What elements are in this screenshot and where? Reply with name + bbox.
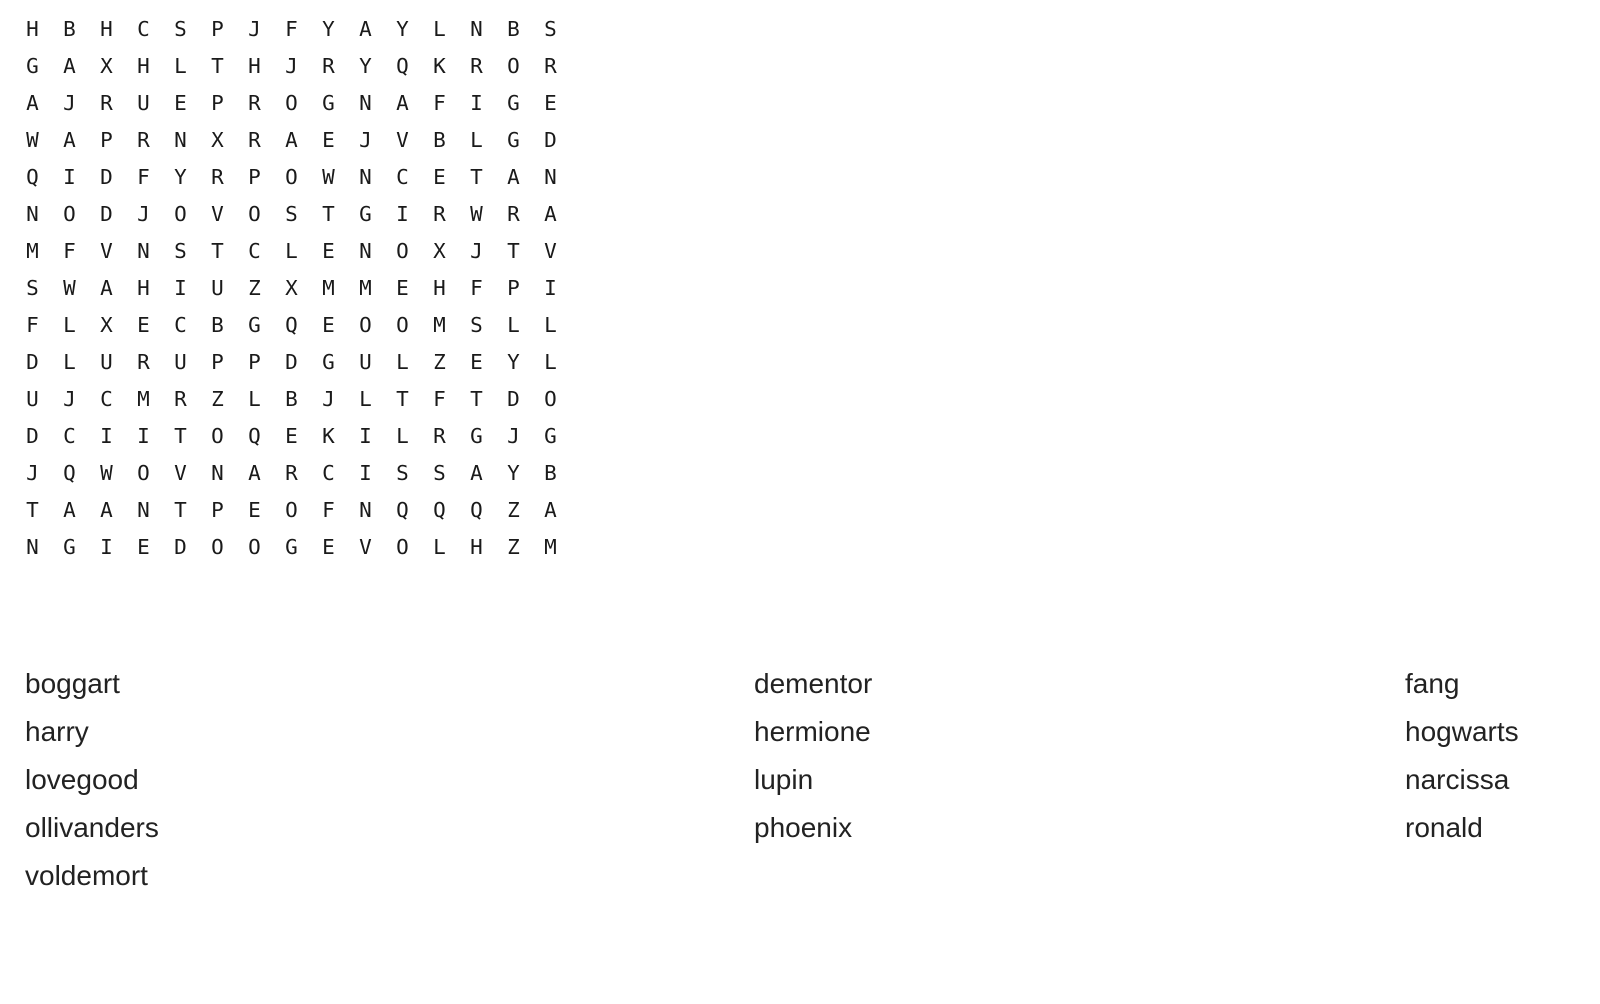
grid-letter: F bbox=[433, 90, 446, 115]
grid-letter: O bbox=[396, 534, 409, 559]
grid-letter: E bbox=[248, 497, 261, 522]
grid-letter: J bbox=[26, 460, 39, 485]
grid-letter: D bbox=[544, 127, 557, 152]
grid-letter: F bbox=[137, 164, 150, 189]
grid-letter: I bbox=[100, 534, 113, 559]
grid-letter: I bbox=[544, 275, 557, 300]
grid-letter: R bbox=[470, 53, 483, 78]
grid-letter: J bbox=[248, 16, 261, 41]
grid-letter: O bbox=[248, 201, 261, 226]
grid-letter: L bbox=[470, 127, 483, 152]
grid-letter: S bbox=[174, 238, 187, 263]
grid-letter: J bbox=[359, 127, 372, 152]
grid-letter: T bbox=[211, 238, 224, 263]
grid-letter: A bbox=[63, 53, 76, 78]
grid-letter: B bbox=[433, 127, 446, 152]
grid-letter: B bbox=[211, 312, 224, 337]
grid-letter: S bbox=[174, 16, 187, 41]
grid-letter: O bbox=[544, 386, 557, 411]
grid-letter: T bbox=[470, 386, 483, 411]
grid-letter: E bbox=[322, 127, 335, 152]
grid-letter: O bbox=[285, 164, 298, 189]
grid-letter: O bbox=[285, 90, 298, 115]
grid-letter: R bbox=[433, 201, 446, 226]
grid-letter: V bbox=[359, 534, 372, 559]
grid-letter: H bbox=[470, 534, 483, 559]
grid-letter: R bbox=[248, 90, 261, 115]
grid-letter: J bbox=[63, 90, 76, 115]
grid-letter: L bbox=[174, 53, 187, 78]
grid-letter: G bbox=[248, 312, 261, 337]
grid-letter: D bbox=[26, 349, 39, 374]
grid-letter: J bbox=[322, 386, 335, 411]
grid-letter: O bbox=[248, 534, 261, 559]
grid-letter: L bbox=[544, 312, 557, 337]
grid-letter: U bbox=[137, 90, 150, 115]
grid-letter: Q bbox=[63, 460, 76, 485]
grid-letter: D bbox=[174, 534, 187, 559]
grid-letter: R bbox=[433, 423, 446, 448]
grid-letter: A bbox=[248, 460, 261, 485]
grid-letter: A bbox=[285, 127, 298, 152]
grid-letter: G bbox=[359, 201, 372, 226]
grid-letter: U bbox=[359, 349, 372, 374]
grid-letter: F bbox=[470, 275, 483, 300]
grid-letter: L bbox=[396, 349, 409, 374]
grid-letter: J bbox=[470, 238, 483, 263]
grid-letter: I bbox=[63, 164, 76, 189]
grid-letter: Z bbox=[507, 497, 520, 522]
grid-letter: T bbox=[322, 201, 335, 226]
grid-letter: Y bbox=[507, 460, 520, 485]
grid-letter: X bbox=[433, 238, 446, 263]
grid-letter: M bbox=[322, 275, 335, 300]
grid-letter: P bbox=[211, 497, 224, 522]
grid-letter: A bbox=[507, 164, 520, 189]
grid-letter: N bbox=[359, 238, 372, 263]
grid-letter: N bbox=[137, 238, 150, 263]
grid-letter: N bbox=[359, 90, 372, 115]
word-list-item: voldemort bbox=[25, 860, 148, 891]
grid-letter: V bbox=[544, 238, 557, 263]
grid-letter: U bbox=[211, 275, 224, 300]
grid-letter: M bbox=[359, 275, 372, 300]
grid-letter: X bbox=[100, 312, 113, 337]
grid-letter: E bbox=[433, 164, 446, 189]
grid-letter: I bbox=[396, 201, 409, 226]
word-list-item: boggart bbox=[25, 668, 120, 699]
grid-letter: Y bbox=[174, 164, 187, 189]
grid-letter: Q bbox=[396, 53, 409, 78]
grid-letter: D bbox=[507, 386, 520, 411]
grid-letter: A bbox=[359, 16, 372, 41]
grid-letter: C bbox=[63, 423, 76, 448]
word-list-item: hermione bbox=[754, 716, 871, 747]
grid-letter: L bbox=[396, 423, 409, 448]
grid-letter: A bbox=[100, 275, 113, 300]
word-column-1 bbox=[25, 660, 159, 900]
grid-letter: B bbox=[285, 386, 298, 411]
grid-letter: Q bbox=[433, 497, 446, 522]
grid-letter: A bbox=[100, 497, 113, 522]
grid-letter: O bbox=[359, 312, 372, 337]
grid-letter: B bbox=[544, 460, 557, 485]
word-list-item: harry bbox=[25, 716, 89, 747]
grid-letter: W bbox=[100, 460, 113, 485]
grid-letter: T bbox=[396, 386, 409, 411]
grid-letter: W bbox=[63, 275, 76, 300]
grid-letter: I bbox=[359, 460, 372, 485]
grid-letter: L bbox=[359, 386, 372, 411]
grid-letter: J bbox=[285, 53, 298, 78]
grid-letter: T bbox=[174, 497, 187, 522]
grid-letter: G bbox=[285, 534, 298, 559]
grid-letter: I bbox=[470, 90, 483, 115]
grid-letter: U bbox=[174, 349, 187, 374]
grid-letter: P bbox=[211, 349, 224, 374]
grid-letter: G bbox=[26, 53, 39, 78]
grid-letter: B bbox=[63, 16, 76, 41]
grid-letter: X bbox=[100, 53, 113, 78]
grid-letter: S bbox=[544, 16, 557, 41]
grid-letter: V bbox=[396, 127, 409, 152]
grid-letter: R bbox=[137, 349, 150, 374]
grid-letter: C bbox=[137, 16, 150, 41]
grid-letter: D bbox=[100, 164, 113, 189]
grid-letter: X bbox=[211, 127, 224, 152]
grid-letter: C bbox=[322, 460, 335, 485]
grid-letter: R bbox=[137, 127, 150, 152]
grid-letter: H bbox=[100, 16, 113, 41]
grid-letter: S bbox=[470, 312, 483, 337]
grid-letter: F bbox=[285, 16, 298, 41]
grid-letter: L bbox=[63, 312, 76, 337]
grid-letter: N bbox=[359, 164, 372, 189]
grid-letter: U bbox=[100, 349, 113, 374]
grid-letter: G bbox=[544, 423, 557, 448]
grid-letter: E bbox=[137, 534, 150, 559]
grid-letter: E bbox=[322, 534, 335, 559]
grid-letter: E bbox=[137, 312, 150, 337]
grid-letter: P bbox=[507, 275, 520, 300]
grid-letter: Y bbox=[322, 16, 335, 41]
grid-letter: P bbox=[211, 16, 224, 41]
grid-letter: M bbox=[137, 386, 150, 411]
grid-letter: T bbox=[470, 164, 483, 189]
grid-letter: L bbox=[433, 534, 446, 559]
grid-letter: P bbox=[211, 90, 224, 115]
grid-letter: O bbox=[63, 201, 76, 226]
word-list-item: hogwarts bbox=[1405, 716, 1519, 747]
word-list-item: fang bbox=[1405, 668, 1460, 699]
grid-letter: B bbox=[507, 16, 520, 41]
grid-letter: R bbox=[285, 460, 298, 485]
grid-letter: T bbox=[26, 497, 39, 522]
grid-letter: C bbox=[100, 386, 113, 411]
grid-letter: N bbox=[174, 127, 187, 152]
grid-letter: S bbox=[396, 460, 409, 485]
grid-letter: W bbox=[26, 127, 39, 152]
word-list-item: dementor bbox=[754, 668, 873, 699]
grid-letter: G bbox=[322, 349, 335, 374]
grid-letter: Z bbox=[507, 534, 520, 559]
grid-letter: W bbox=[322, 164, 335, 189]
grid-letter: M bbox=[26, 238, 39, 263]
grid-letter: T bbox=[507, 238, 520, 263]
grid-letter: A bbox=[470, 460, 483, 485]
word-list-item: ronald bbox=[1405, 812, 1483, 843]
grid-letter: V bbox=[174, 460, 187, 485]
grid-letter: J bbox=[63, 386, 76, 411]
grid-letter: R bbox=[544, 53, 557, 78]
word-column-3 bbox=[1405, 660, 1519, 852]
grid-letter: R bbox=[248, 127, 261, 152]
grid-letter: E bbox=[322, 238, 335, 263]
grid-letter: H bbox=[248, 53, 261, 78]
grid-letter: F bbox=[63, 238, 76, 263]
word-list-item: ollivanders bbox=[25, 812, 159, 843]
grid-letter: E bbox=[322, 312, 335, 337]
grid-letter: V bbox=[100, 238, 113, 263]
grid-letter: Q bbox=[470, 497, 483, 522]
grid-letter: I bbox=[359, 423, 372, 448]
grid-letter: Q bbox=[285, 312, 298, 337]
grid-letter: Q bbox=[248, 423, 261, 448]
grid-letter: O bbox=[396, 312, 409, 337]
grid-letter: N bbox=[137, 497, 150, 522]
letter-grid bbox=[14, 10, 569, 565]
grid-letter: H bbox=[433, 275, 446, 300]
grid-letter: K bbox=[433, 53, 446, 78]
grid-letter: E bbox=[544, 90, 557, 115]
grid-letter: F bbox=[322, 497, 335, 522]
grid-letter: I bbox=[100, 423, 113, 448]
grid-letter: G bbox=[322, 90, 335, 115]
grid-letter: D bbox=[285, 349, 298, 374]
grid-letter: A bbox=[63, 497, 76, 522]
grid-letter: S bbox=[26, 275, 39, 300]
grid-letter: L bbox=[285, 238, 298, 263]
grid-letter: L bbox=[433, 16, 446, 41]
word-list-item: lovegood bbox=[25, 764, 139, 795]
grid-letter: P bbox=[248, 349, 261, 374]
grid-letter: A bbox=[544, 497, 557, 522]
grid-letter: A bbox=[544, 201, 557, 226]
grid-letter: P bbox=[100, 127, 113, 152]
grid-letter: T bbox=[174, 423, 187, 448]
grid-letter: E bbox=[174, 90, 187, 115]
grid-letter: L bbox=[507, 312, 520, 337]
grid-letter: D bbox=[26, 423, 39, 448]
grid-letter: Q bbox=[26, 164, 39, 189]
grid-letter: M bbox=[544, 534, 557, 559]
word-column-2 bbox=[754, 660, 872, 852]
grid-letter: C bbox=[396, 164, 409, 189]
grid-letter: C bbox=[248, 238, 261, 263]
grid-letter: N bbox=[470, 16, 483, 41]
grid-letter: X bbox=[285, 275, 298, 300]
grid-letter: I bbox=[137, 423, 150, 448]
grid-letter: O bbox=[211, 534, 224, 559]
grid-letter: M bbox=[433, 312, 446, 337]
grid-letter: A bbox=[26, 90, 39, 115]
grid-letter: O bbox=[285, 497, 298, 522]
grid-letter: H bbox=[26, 16, 39, 41]
grid-letter: N bbox=[544, 164, 557, 189]
grid-letter: G bbox=[507, 90, 520, 115]
grid-letter: O bbox=[396, 238, 409, 263]
grid-letter: R bbox=[211, 164, 224, 189]
grid-letter: R bbox=[322, 53, 335, 78]
grid-letter: G bbox=[470, 423, 483, 448]
grid-letter: E bbox=[470, 349, 483, 374]
grid-letter: Y bbox=[507, 349, 520, 374]
grid-letter: P bbox=[248, 164, 261, 189]
grid-letter: N bbox=[26, 534, 39, 559]
grid-letter: R bbox=[507, 201, 520, 226]
grid-letter: J bbox=[137, 201, 150, 226]
grid-letter: L bbox=[544, 349, 557, 374]
grid-letter: I bbox=[174, 275, 187, 300]
grid-letter: A bbox=[396, 90, 409, 115]
grid-letter: Z bbox=[433, 349, 446, 374]
grid-letter: S bbox=[285, 201, 298, 226]
grid-letter: L bbox=[248, 386, 261, 411]
grid-letter: J bbox=[507, 423, 520, 448]
grid-letter: S bbox=[433, 460, 446, 485]
grid-letter: O bbox=[507, 53, 520, 78]
grid-letter: R bbox=[174, 386, 187, 411]
grid-letter: Z bbox=[248, 275, 261, 300]
grid-letter: C bbox=[174, 312, 187, 337]
grid-letter: O bbox=[137, 460, 150, 485]
grid-letter: F bbox=[26, 312, 39, 337]
word-list-item: narcissa bbox=[1405, 764, 1510, 795]
grid-letter: V bbox=[211, 201, 224, 226]
grid-letter: K bbox=[322, 423, 335, 448]
grid-letter: G bbox=[507, 127, 520, 152]
grid-letter: Z bbox=[211, 386, 224, 411]
grid-letter: Q bbox=[396, 497, 409, 522]
word-list bbox=[0, 660, 1600, 920]
grid-letter: W bbox=[470, 201, 483, 226]
grid-letter: G bbox=[63, 534, 76, 559]
word-list-item: lupin bbox=[754, 764, 814, 795]
grid-letter: E bbox=[285, 423, 298, 448]
grid-letter: A bbox=[63, 127, 76, 152]
grid-letter: Y bbox=[359, 53, 372, 78]
grid-letter: Y bbox=[396, 16, 409, 41]
grid-letter: H bbox=[137, 53, 150, 78]
grid-letter: L bbox=[63, 349, 76, 374]
grid-letter: O bbox=[174, 201, 187, 226]
grid-letter: T bbox=[211, 53, 224, 78]
grid-letter: O bbox=[211, 423, 224, 448]
grid-letter: N bbox=[211, 460, 224, 485]
grid-letter: N bbox=[359, 497, 372, 522]
grid-letter: F bbox=[433, 386, 446, 411]
grid-letter: N bbox=[26, 201, 39, 226]
grid-letter: D bbox=[100, 201, 113, 226]
grid-letter: E bbox=[396, 275, 409, 300]
grid-letter: U bbox=[26, 386, 39, 411]
grid-letter: H bbox=[137, 275, 150, 300]
grid-letter: R bbox=[100, 90, 113, 115]
word-list-item: phoenix bbox=[754, 812, 853, 843]
